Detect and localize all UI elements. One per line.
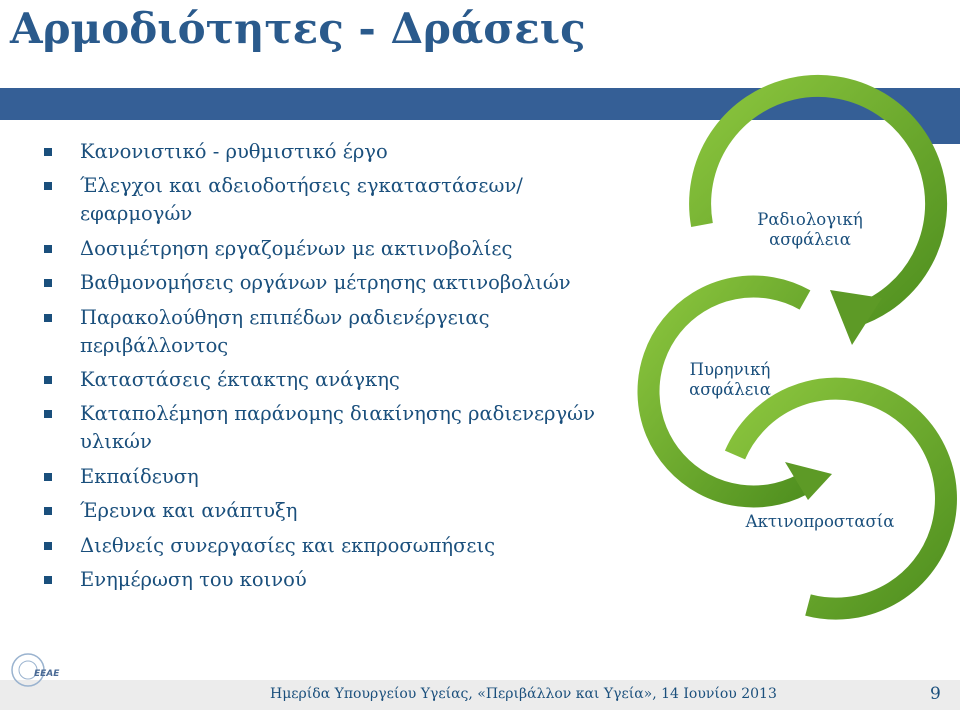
logo-text: ΕΕΑΕ — [34, 669, 60, 679]
square-bullet-icon — [44, 376, 52, 384]
bullet-item: Κανονιστικό - ρυθμιστικό έργο — [42, 138, 632, 166]
diagram-label-nuclear: Πυρηνική ασφάλεια — [689, 360, 771, 399]
bullet-item: Καταστάσεις έκτακτης ανάγκης — [42, 366, 632, 394]
square-bullet-icon — [44, 182, 52, 190]
bullet-item: Διεθνείς συνεργασίες και εκπροσωπήσεις — [42, 532, 632, 560]
square-bullet-icon — [44, 148, 52, 156]
slide-title: Αρμοδιότητες - Δράσεις — [10, 4, 586, 53]
bullet-item: Εκπαίδευση — [42, 463, 632, 491]
bullet-item: Έρευνα και ανάπτυξη — [42, 497, 632, 525]
eeae-logo-icon — [4, 650, 60, 690]
bullet-item: Παρακολούθηση επιπέδων ραδιενέργειας περιβάλλοντος — [42, 304, 632, 360]
bullet-item: Δοσιμέτρηση εργαζομένων με ακτινοβολίες — [42, 235, 632, 263]
diagram-label-protection: Ακτινοπροστασία — [745, 512, 895, 531]
square-bullet-icon — [44, 245, 52, 253]
bullet-item: Έλεγχοι και αδειοδοτήσεις εγκαταστάσεων/εφαρμογών — [42, 172, 632, 228]
cycle-diagram — [620, 140, 960, 610]
square-bullet-icon — [44, 507, 52, 515]
square-bullet-icon — [44, 576, 52, 584]
diagram-label-radiological: Ραδιολογική ασφάλεια — [757, 210, 863, 249]
square-bullet-icon — [44, 314, 52, 322]
square-bullet-icon — [44, 279, 52, 287]
bullet-item: Καταπολέμηση παράνομης διακίνησης ραδιενεργών υλικών — [42, 400, 632, 456]
square-bullet-icon — [44, 410, 52, 418]
bullet-item: Βαθμονομήσεις οργάνων μέτρησης ακτινοβολιών — [42, 269, 632, 297]
square-bullet-icon — [44, 542, 52, 550]
page-number: 9 — [930, 684, 941, 704]
bullet-list — [42, 138, 632, 600]
bullet-item: Ενημέρωση του κοινού — [42, 566, 632, 594]
footer-text: Ημερίδα Υπουργείου Υγείας, «Περιβάλλον και Υγεία», 14 Ιουνίου 2013 — [270, 686, 777, 702]
square-bullet-icon — [44, 473, 52, 481]
